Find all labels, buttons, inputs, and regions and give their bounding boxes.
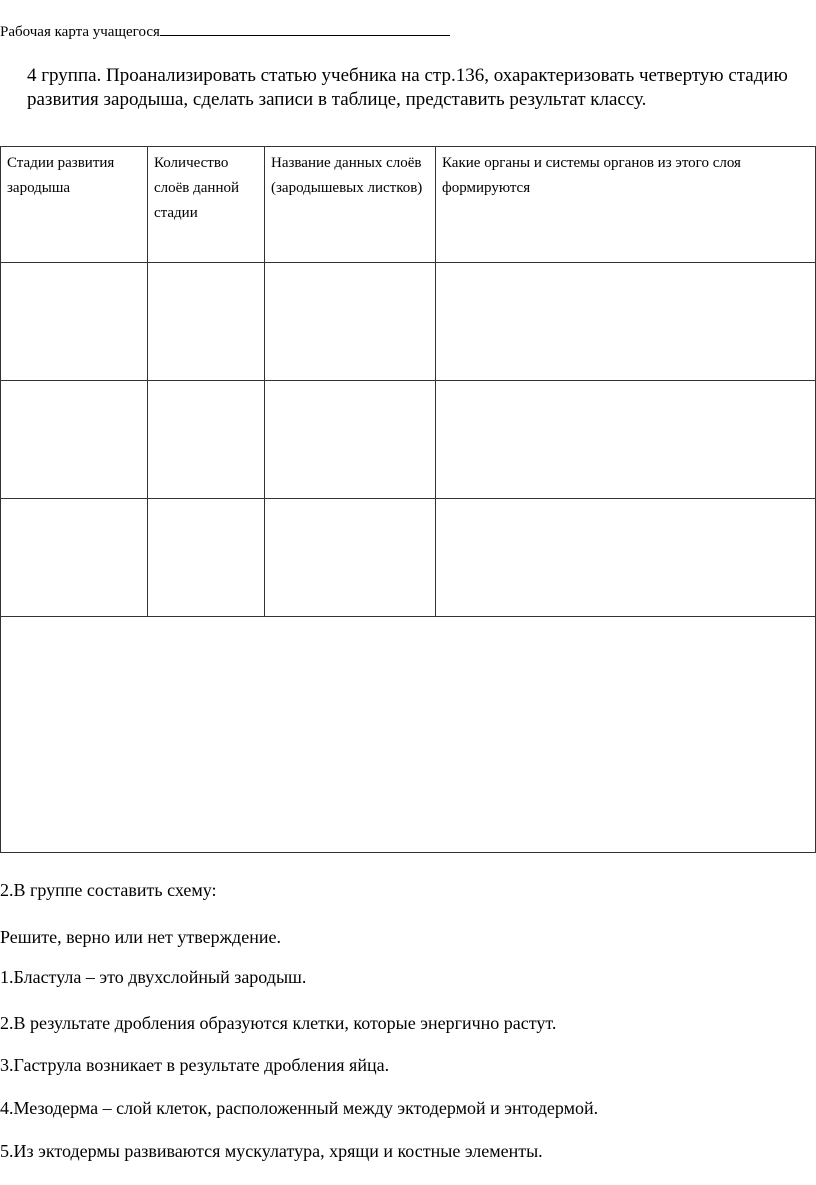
table-header-row (1, 147, 816, 263)
student-label: Рабочая карта учащегося (0, 24, 160, 40)
table-cell[interactable] (436, 499, 816, 617)
table-cell[interactable] (265, 381, 436, 499)
table-cell[interactable] (148, 499, 265, 617)
worksheet-header (0, 21, 450, 41)
table-row (1, 381, 816, 499)
table-cell[interactable] (265, 499, 436, 617)
table-row (1, 263, 816, 381)
header-organs: Какие органы и системы органов из этого слоя формируются (442, 155, 741, 196)
task-instruction: 4 группа. Проанализировать статью учебника на стр.136, охарактеризовать четвертую стадию развития зародыша, сделать записи в таблице, представить результат классу. (27, 65, 788, 110)
quiz-statement: 1.Бластула – это двухслойный зародыш. (0, 967, 307, 987)
table-cell[interactable] (1, 263, 148, 381)
stages-table (0, 146, 816, 853)
quiz-statement: 2.В результате дробления образуются клетки, которые энергично растут. (0, 1013, 557, 1033)
table-row (1, 499, 816, 617)
table-cell[interactable] (1, 499, 148, 617)
table-header-cell (436, 147, 816, 263)
table-header-cell (148, 147, 265, 263)
quiz-statement: 4.Мезодерма – слой клеток, расположенный между эктодермой и энтодермой. (0, 1098, 599, 1118)
quiz-instruction: Решите, верно или нет утверждение. (0, 927, 281, 947)
table-notes-cell[interactable] (1, 617, 816, 853)
table-cell[interactable] (1, 381, 148, 499)
quiz-statement: 3.Гаструла возникает в результате дробления яйца. (0, 1055, 390, 1075)
table-cell[interactable] (265, 263, 436, 381)
header-stages: Стадии развития зародыша (7, 155, 115, 196)
table-header-cell (265, 147, 436, 263)
student-name-line[interactable] (160, 21, 450, 36)
header-layer-names: Название данных слоёв (зародышевых листков) (271, 155, 423, 196)
table-cell[interactable] (436, 263, 816, 381)
header-layer-count: Количество слоёв данной стадии (154, 155, 240, 221)
table-cell[interactable] (148, 381, 265, 499)
scheme-title: 2.В группе составить схему: (0, 880, 217, 900)
table-header-cell (1, 147, 148, 263)
quiz-statement: 5.Из эктодермы развиваются мускулатура, хрящи и костные элементы. (0, 1141, 543, 1161)
table-cell[interactable] (436, 381, 816, 499)
table-notes-row (1, 617, 816, 853)
table-cell[interactable] (148, 263, 265, 381)
